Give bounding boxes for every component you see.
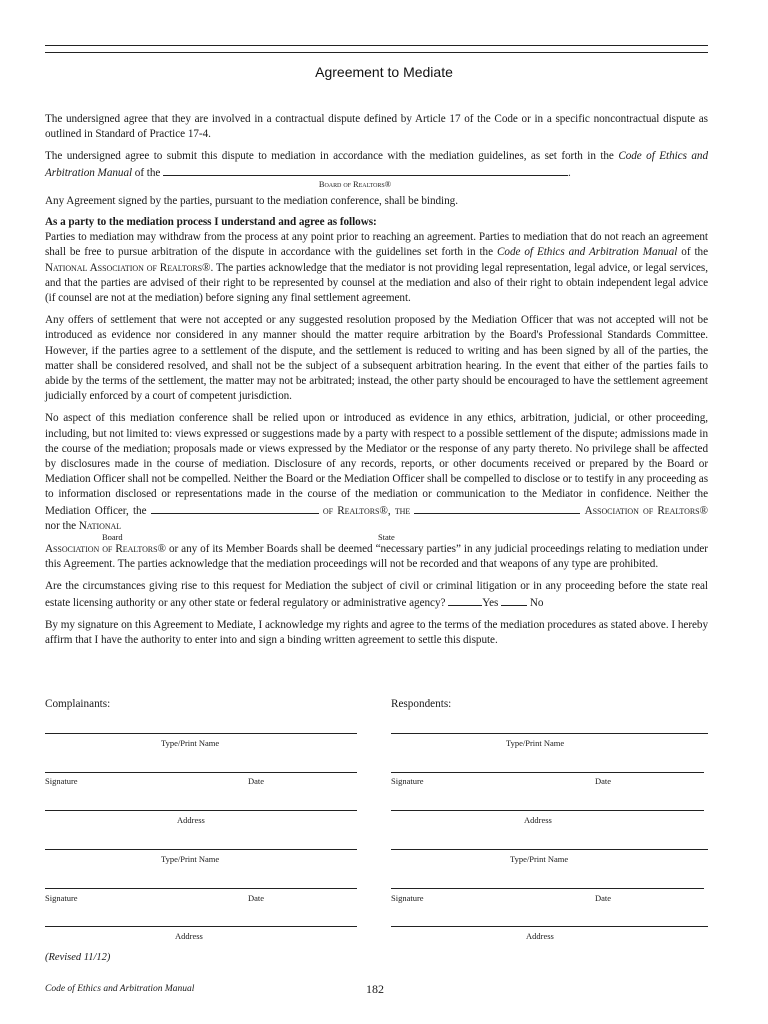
agreement-body bbox=[45, 112, 708, 655]
respondent-1-name-caption: Type/Print Name bbox=[506, 738, 565, 748]
board-caption: Board bbox=[102, 532, 123, 543]
p4-manual-title: Code of Ethics and Arbitration Manual bbox=[496, 246, 678, 259]
complainant-2-name-caption: Type/Print Name bbox=[161, 854, 220, 864]
respondent-1-date-caption: Date bbox=[595, 776, 612, 786]
complainant-2-signature-line[interactable] bbox=[45, 888, 357, 889]
respondent-1-address-line[interactable] bbox=[391, 810, 704, 811]
p7-question: Are the circumstances giving rise to this request for Mediation the subject of civil or criminal litigation or in any proceeding before the state real estate licensing authority or any other state or federal regulatory or administrative agency? bbox=[45, 580, 708, 609]
board-name-field[interactable] bbox=[163, 165, 568, 176]
p2-period: . bbox=[568, 166, 571, 179]
complainant-1-name-caption: Type/Print Name bbox=[161, 738, 220, 748]
paragraph-dispute-definition: The undersigned agree that they are involved in a contractual dispute defined by Article 17 of the Code or in a specific noncontractual dispute as outlined in Standard of Practice 17-4. bbox=[45, 113, 708, 141]
complainant-2-date-caption: Date bbox=[248, 893, 265, 903]
state-caption: State bbox=[378, 532, 395, 543]
p2-text-a: The undersigned agree to submit this dispute to mediation in accordance with the mediation guidelines, as set forth in the bbox=[45, 150, 619, 163]
respondent-1-signature-caption: Signature bbox=[391, 776, 424, 786]
top-rule-2 bbox=[45, 52, 708, 53]
complainant-1-date-caption: Date bbox=[248, 776, 265, 786]
no-label: No bbox=[529, 596, 544, 609]
p6-of-realtors: of Realtors®, the bbox=[322, 504, 411, 517]
paragraph-necessary-parties bbox=[45, 542, 708, 572]
p6-nar-association: Association of Realtors® bbox=[45, 543, 166, 556]
complainant-1-address-line[interactable] bbox=[45, 810, 357, 811]
p6-text-b: or any of its Member Boards shall be deemed “necessary parties” in any judicial proceedings relating to mediation under this Agreement. The parties acknowledge that the mediation proceedings will not be recorded and that weapons of any type are prohibited. bbox=[45, 543, 708, 571]
paragraph-binding: Any Agreement signed by the parties, pursuant to the mediation conference, shall be binding. bbox=[45, 194, 458, 207]
respondent-1-signature-line[interactable] bbox=[391, 772, 704, 773]
respondent-2-name-caption: Type/Print Name bbox=[510, 854, 569, 864]
complainant-1-signature-caption: Signature bbox=[45, 776, 78, 786]
complainant-2-address-caption: Address bbox=[175, 931, 203, 941]
paragraph-understanding bbox=[45, 215, 708, 306]
yes-label: Yes bbox=[482, 596, 499, 609]
p2-text-b: of the bbox=[132, 166, 161, 179]
p6-nor-the: nor the bbox=[45, 519, 77, 532]
respondent-2-address-line[interactable] bbox=[391, 926, 708, 927]
respondent-2-signature-line[interactable] bbox=[391, 888, 704, 889]
page-number: 182 bbox=[366, 982, 384, 996]
respondents-label: Respondents: bbox=[391, 698, 452, 710]
footer-manual-title: Code of Ethics and Arbitration Manual bbox=[45, 984, 195, 994]
paragraph-submit-mediation bbox=[45, 149, 708, 180]
respondent-2-signature-caption: Signature bbox=[391, 893, 424, 903]
respondent-2-date-caption: Date bbox=[595, 893, 612, 903]
complainant-1-signature-line[interactable] bbox=[45, 772, 357, 773]
p6-state-association: Association of Realtors® bbox=[584, 504, 708, 517]
complainants-label: Complainants: bbox=[45, 698, 111, 710]
complainant-2-address-line[interactable] bbox=[45, 926, 357, 927]
respondent-1-name-line[interactable] bbox=[391, 733, 708, 734]
p6-national: National bbox=[78, 519, 122, 532]
p4-text-b: of the bbox=[677, 246, 708, 259]
no-field[interactable] bbox=[501, 595, 527, 606]
respondent-1-address-caption: Address bbox=[524, 815, 552, 825]
state-field[interactable] bbox=[414, 503, 580, 514]
paragraph-affirmation: By my signature on this Agreement to Mediate, I acknowledge my rights and agree to the terms of the mediation procedures as stated above. I hereby affirm that I have the authority to enter into and sign a binding written agreement to settle this dispute. bbox=[45, 618, 708, 647]
paragraph-confidentiality bbox=[45, 411, 708, 534]
understanding-heading: As a party to the mediation process I understand and agree as follows: bbox=[45, 216, 377, 229]
complainant-2-name-line[interactable] bbox=[45, 849, 357, 850]
revised-date: (Revised 11/12) bbox=[45, 952, 111, 963]
page-title: Agreement to Mediate bbox=[315, 64, 453, 80]
top-rule-1 bbox=[45, 45, 708, 46]
p6-text-a: No aspect of this mediation conference shall be relied upon or introduced as evidence in any ethics, arbitration, judicial, or other proceeding, including, but not limited to: views expressed or suggestions made by a party with respect to a possible settlement of the dispute; admissions made in the course of the mediation; proposals made or views expressed by the Mediator or the response of any party thereto. No privilege shall be affected by disclosures made in the course of mediation. Disclosure of any records, reports, or other documents received or prepared by the Board or Mediation Officer shall not be compelled. Neither the Board or the Mediation Officer shall be compelled to disclose or to testify in any proceeding as to information disclosed or representations made in the course of the mediation or communication to the Mediator in confidence. Neither the Mediation Officer, the bbox=[45, 412, 708, 517]
p4-text-a: Parties to mediation may withdraw from the process at any point prior to reaching an agreement. Parties to mediation that do not reach an agreement shall be free to pursue arbitration of the dispute in accordance with the guidelines set forth in the bbox=[45, 231, 708, 259]
board-field[interactable] bbox=[151, 503, 319, 514]
confidentiality-field-captions bbox=[45, 533, 708, 542]
respondent-2-address-caption: Address bbox=[526, 931, 554, 941]
p4-nar-name: National Association of Realtors® bbox=[45, 261, 211, 274]
complainant-1-address-caption: Address bbox=[177, 815, 205, 825]
yes-field[interactable] bbox=[448, 595, 482, 606]
board-of-realtors-caption: Board of Realtors® bbox=[318, 178, 392, 189]
complainant-2-signature-caption: Signature bbox=[45, 893, 78, 903]
complainant-1-name-line[interactable] bbox=[45, 733, 357, 734]
paragraph-litigation-question bbox=[45, 579, 708, 610]
paragraph-settlement-offers: Any offers of settlement that were not accepted or any suggested resolution proposed by the Mediation Officer that was not accepted will not be introduced as evidence nor considered in any manner should the matter require arbitration by the Board's Professional Standards Committee. However, if the parties agree to a settlement of the dispute, and the settlement is reduced to writing and has been signed by all of the parties, the matter shall be considered resolved, and shall not be the subject of a subsequent arbitration hearing. In the event that either of the parties fails to abide by the terms of the settlement, the matter may not be arbitrated; instead, the other party should be encouraged to have the settlement agreement judicially enforced by a court of competent jurisdiction. bbox=[45, 314, 708, 403]
p4-text-c: . The parties acknowledge that the mediator is not providing legal representation, legal advice, or legal services, and that the parties are advised of their right to be represented by counsel at the mediation and also of their right to obtain independent legal advice (if counsel are not at the mediation) before signing any final settlement agreement. bbox=[45, 261, 708, 305]
respondent-2-name-line[interactable] bbox=[391, 849, 708, 850]
p2-manual-title: Code of Ethics and Arbitration Manual bbox=[45, 150, 708, 179]
